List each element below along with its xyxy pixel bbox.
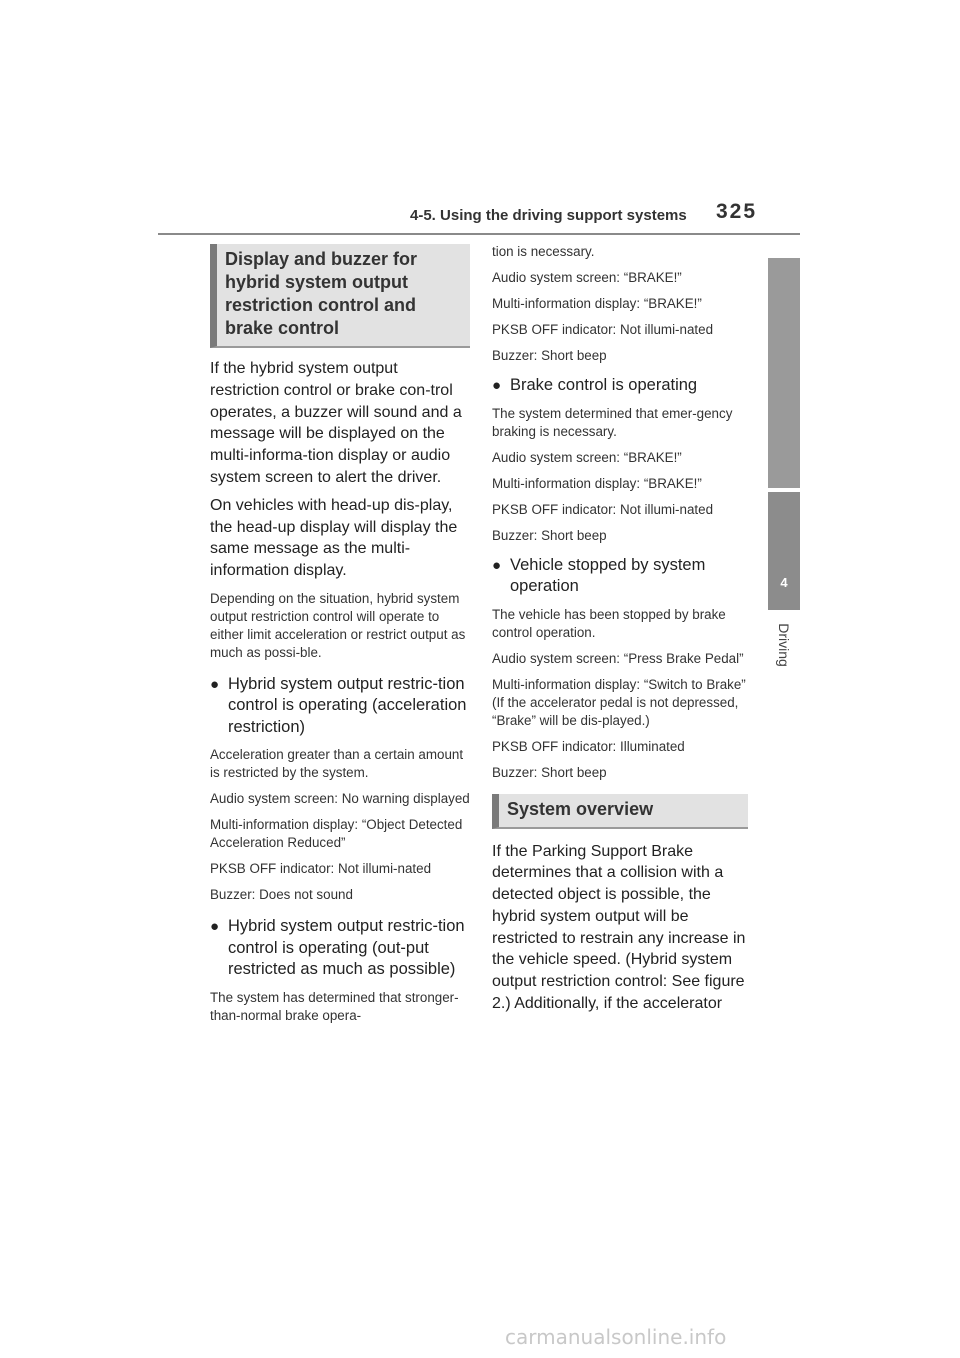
multi-info-line: Multi-information display: “Switch to Brake” (If the accelerator pedal is not depressed, “Brake” will be dis-played.) xyxy=(492,676,746,728)
side-tab-upper xyxy=(768,258,800,488)
buzzer-line: Buzzer: Short beep xyxy=(492,764,607,780)
bullet-icon: ● xyxy=(210,675,220,693)
intro-paragraph: If the hybrid system output restriction control or brake con-trol operates, a buzzer will sound and a message will be displayed on the multi-informa-tion display or audio system screen to alert the driver. xyxy=(210,360,462,486)
bullet-title: Brake control is operating xyxy=(510,376,698,394)
bullet-title: Vehicle stopped by system operation xyxy=(510,555,706,595)
bullet-output-restricted xyxy=(210,916,470,981)
chapter-number: 4 xyxy=(780,575,788,590)
page-number: 325 xyxy=(716,200,758,223)
bullet-acceleration-restriction xyxy=(210,674,470,739)
chapter-label: Driving xyxy=(776,623,792,667)
section-heading-system-overview: System overview xyxy=(492,794,748,829)
bullet-desc: Acceleration greater than a certain amount is restricted by the system. xyxy=(210,747,464,781)
right-column xyxy=(492,243,748,1015)
header-section-title: 4-5. Using the driving support systems xyxy=(410,207,687,224)
side-tab-chapter xyxy=(768,492,800,610)
bullet-desc: The system determined that emer-gency braking is necessary. xyxy=(492,405,733,439)
bullet-icon: ● xyxy=(492,377,502,394)
pksb-indicator-line: PKSB OFF indicator: Not illumi-nated xyxy=(492,322,714,337)
audio-screen-line: Audio system screen: No warning displayed xyxy=(210,791,470,807)
buzzer-line: Buzzer: Short beep xyxy=(492,527,607,543)
pksb-indicator-line: PKSB OFF indicator: Not illumi-nated xyxy=(492,501,714,517)
audio-screen-line: Audio system screen: “BRAKE!” xyxy=(492,270,682,285)
chapter-label-box xyxy=(774,620,794,670)
overview-paragraph: If the Parking Support Brake determines that a collision with a detected object is possible, the hybrid system output will be restricted to restrain any increase in the vehicle speed. (Hybrid system output restriction control: See figure 2.) Additionally, if the accelerator xyxy=(492,842,746,1013)
situation-note: Depending on the situation, hybrid system output restriction control will operate to either limit acceleration or restrict output as much as possi-ble. xyxy=(210,590,466,660)
bullet-icon: ● xyxy=(210,918,220,936)
buzzer-line: Buzzer: Does not sound xyxy=(210,887,353,903)
audio-screen-line: Audio system screen: “BRAKE!” xyxy=(492,449,682,465)
bullet-title: Hybrid system output restric-tion control is operating (out-put restricted as much as possible) xyxy=(228,917,465,979)
watermark: carmanualsonline.info xyxy=(505,1325,727,1349)
section-heading-display-buzzer: Display and buzzer for hybrid system output restriction control and brake control xyxy=(210,244,470,348)
audio-screen-line: Audio system screen: “Press Brake Pedal” xyxy=(492,650,744,666)
bullet-brake-control xyxy=(492,375,748,397)
multi-info-line: Multi-information display: “BRAKE!” xyxy=(492,475,702,491)
multi-info-line: Multi-information display: “Object Detected Acceleration Reduced” xyxy=(210,817,463,851)
pksb-indicator-line: PKSB OFF indicator: Not illumi-nated xyxy=(210,861,432,877)
multi-info-line: Multi-information display: “BRAKE!” xyxy=(492,296,702,311)
bullet-title: Hybrid system output restric-tion control is operating (acceleration restriction) xyxy=(228,674,467,736)
buzzer-line: Buzzer: Short beep xyxy=(492,348,607,363)
bullet-desc-continued: tion is necessary. xyxy=(492,244,595,259)
bullet-vehicle-stopped xyxy=(492,555,748,598)
pksb-indicator-line: PKSB OFF indicator: Illuminated xyxy=(492,738,685,754)
bullet-icon: ● xyxy=(492,556,502,574)
bullet-desc: The system has determined that stronger-than-normal brake opera- xyxy=(210,989,459,1023)
left-column xyxy=(210,243,470,1025)
hud-paragraph: On vehicles with head-up dis-play, the head-up display will display the same message as the multi-information display. xyxy=(210,496,458,580)
header-divider xyxy=(158,233,800,235)
bullet-desc: The vehicle has been stopped by brake control operation. xyxy=(492,606,726,640)
